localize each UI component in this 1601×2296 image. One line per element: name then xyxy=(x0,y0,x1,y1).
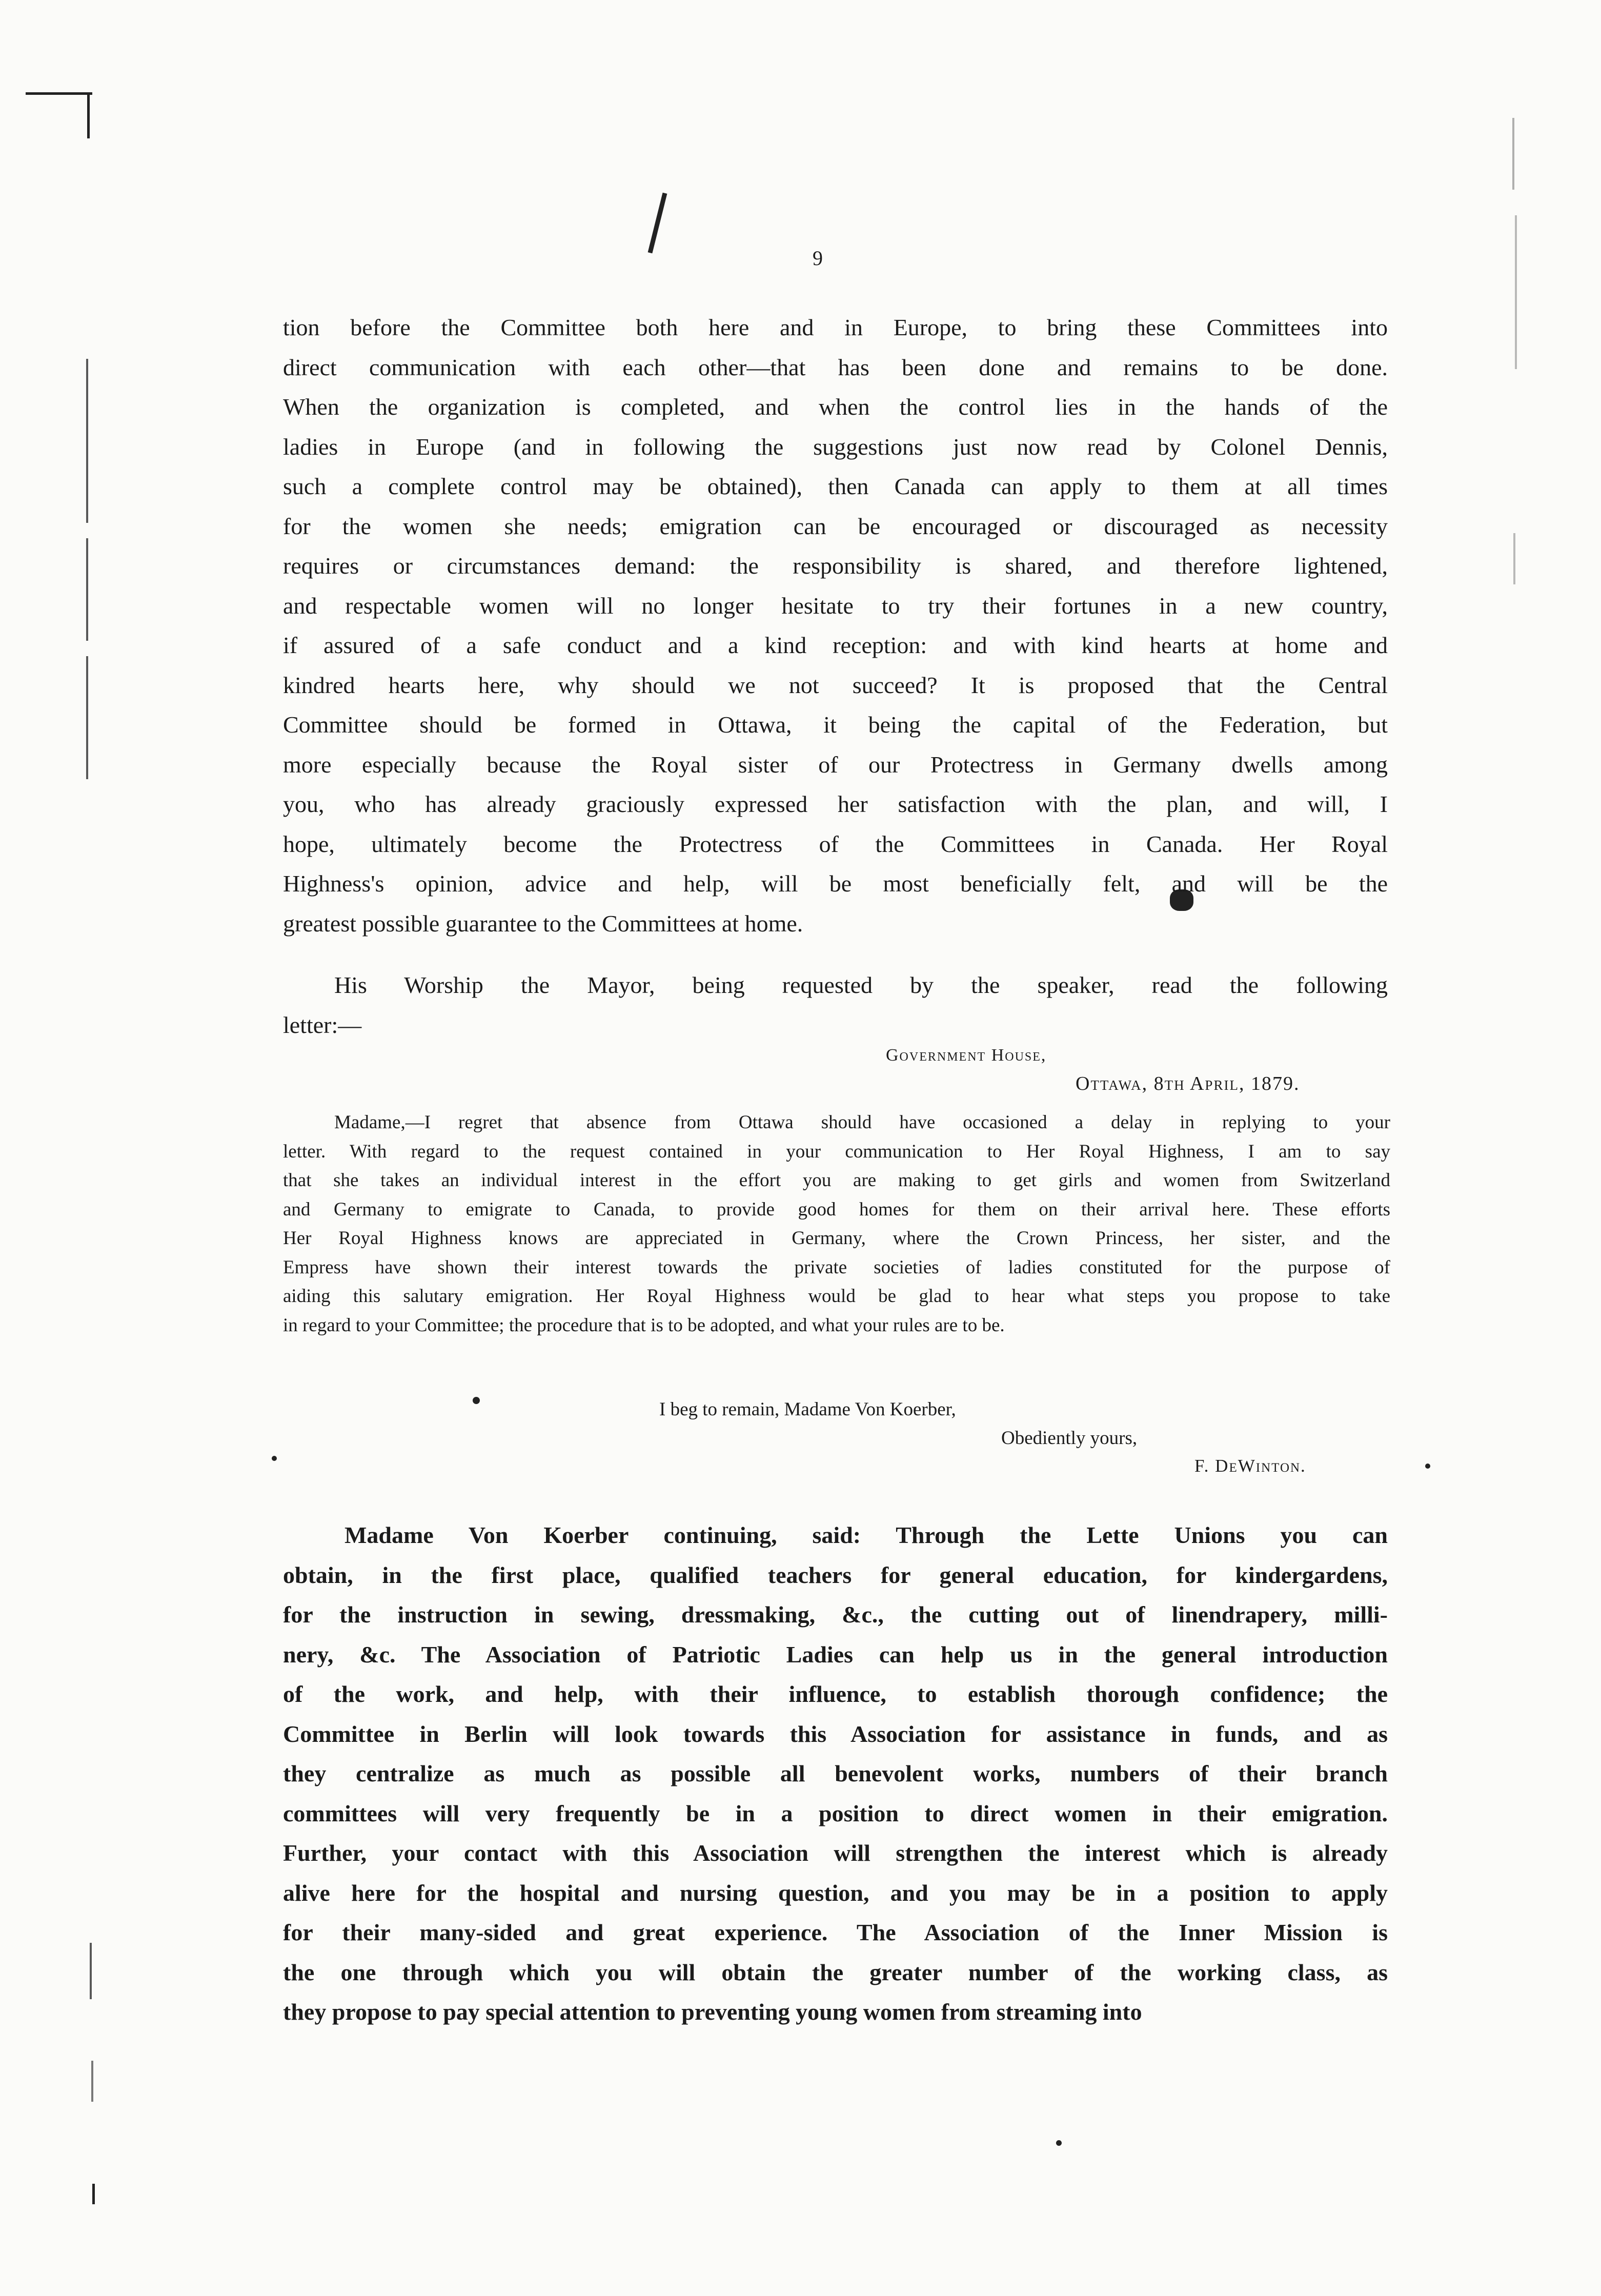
text-line: greatest possible guarantee to the Committees at home. xyxy=(283,910,803,937)
text-line: letter:— xyxy=(283,1011,362,1038)
text-line: committees will very frequently be in a position to direct women in their emigration. xyxy=(283,1800,1388,1826)
edge-speckle xyxy=(1512,118,1514,190)
text-line: requires or circumstances demand: the responsibility is shared, and therefore lightened, xyxy=(283,553,1388,579)
text-line: nery, &c. The Association of Patriotic Ladies can help us in the general introduction xyxy=(283,1641,1388,1668)
text-line: obtain, in the first place, qualified teachers for general education, for kindergardens, xyxy=(283,1561,1388,1588)
text-line: you, who has already graciously expressed her satisfaction with the plan, and will, I xyxy=(283,791,1388,817)
ink-dot xyxy=(272,1456,277,1461)
text-line: for the instruction in sewing, dressmaking, &c., the cutting out of linendrapery, milli- xyxy=(283,1601,1388,1628)
ink-dot xyxy=(1425,1464,1430,1469)
margin-line xyxy=(86,538,88,641)
ink-dot xyxy=(473,1397,480,1404)
text-line: Her Royal Highness knows are appreciated in Germany, where the Crown Princess, her sister, and the xyxy=(283,1228,1390,1249)
text-line: tion before the Committee both here and in Europe, to bring these Committees into xyxy=(283,314,1388,340)
edge-speckle xyxy=(1515,215,1517,369)
text-line: Empress have shown their interest towards the private societies of ladies constituted for the purpose of xyxy=(283,1256,1390,1278)
text-line: Further, your contact with this Association will strengthen the interest which is already xyxy=(283,1840,1388,1866)
text-line: aiding this salutary emigration. Her Royal Highness would be glad to hear what steps you propose to take xyxy=(283,1286,1390,1307)
text-line: kindred hearts here, why should we not succeed? It is proposed that the Central xyxy=(283,672,1388,698)
text-line: they propose to pay special attention to preventing young women from streaming into xyxy=(283,1999,1142,2025)
letter-signature: F. DeWinton. xyxy=(1194,1456,1306,1476)
text-line: for the women she needs; emigration can be encouraged or discouraged as necessity xyxy=(283,513,1388,539)
text-line: Committee should be formed in Ottawa, it being the capital of the Federation, but xyxy=(283,712,1388,738)
binding-mark xyxy=(87,92,90,138)
text-line: they centralize as much as possible all benevolent works, numbers of their branch xyxy=(283,1760,1388,1786)
text-line: Committee in Berlin will look towards this Association for assistance in funds, and as xyxy=(283,1720,1388,1747)
binding-mark xyxy=(26,92,92,95)
text-line: the one through which you will obtain the greater number of the working class, as xyxy=(283,1959,1388,1985)
text-line: Madame Von Koerber continuing, said: Through the Lette Unions you can xyxy=(344,1522,1388,1548)
body-paragraph xyxy=(283,965,1388,1045)
text-line: letter. With regard to the request contained in your communication to Her Royal Highness, I am to say xyxy=(283,1141,1390,1162)
text-line: alive here for the hospital and nursing question, and you may be in a position to apply xyxy=(283,1879,1388,1906)
letter-date: Ottawa, 8th April, 1879. xyxy=(1076,1073,1300,1094)
text-line: in regard to your Committee; the procedure that is to be adopted, and what your rules are to be. xyxy=(283,1314,1005,1336)
text-line: ladies in Europe (and in following the suggestions just now read by Colonel Dennis, xyxy=(283,433,1388,460)
text-line: for their many-sided and great experience. The Association of the Inner Mission is xyxy=(283,1919,1388,1945)
margin-line xyxy=(90,1943,92,1999)
text-line: hope, ultimately become the Protectress of the Committees in Canada. Her Royal xyxy=(283,830,1388,857)
letter-address: Government House, xyxy=(886,1046,1047,1065)
text-line: Madame,—I regret that absence from Ottawa should have occasioned a delay in replying to your xyxy=(334,1112,1390,1133)
text-line: and Germany to emigrate to Canada, to provide good homes for them on their arrival here. These efforts xyxy=(283,1198,1390,1220)
text-line: such a complete control may be obtained), then Canada can apply to them at all times xyxy=(283,473,1388,499)
pen-stroke xyxy=(648,193,667,254)
margin-line xyxy=(86,656,88,779)
text-line: if assured of a safe conduct and a kind reception: and with kind hearts at home and xyxy=(283,632,1388,658)
text-line: When the organization is completed, and when the control lies in the hands of the xyxy=(283,394,1388,420)
page-number: 9 xyxy=(813,247,823,270)
edge-speckle xyxy=(1513,533,1515,584)
text-line: more especially because the Royal sister of our Protectress in Germany dwells among xyxy=(283,751,1388,778)
text-line: of the work, and help, with their influence, to establish thorough confidence; the xyxy=(283,1681,1388,1707)
margin-line xyxy=(86,359,88,523)
ink-dot xyxy=(1056,2140,1062,2146)
text-line: Highness's opinion, advice and help, will be most beneficially felt, and will be the xyxy=(283,870,1388,897)
margin-line xyxy=(92,2184,95,2204)
margin-line xyxy=(91,2061,93,2102)
body-paragraph xyxy=(283,1515,1388,2032)
body-paragraph xyxy=(283,308,1388,943)
text-line: that she takes an individual interest in the effort you are making to get girls and women from Switzerland xyxy=(283,1170,1390,1191)
text-line: direct communication with each other—that has been done and remains to be done. xyxy=(283,354,1388,380)
text-line: His Worship the Mayor, being requested by the speaker, read the following xyxy=(334,972,1388,998)
text-line: and respectable women will no longer hesitate to try their fortunes in a new country, xyxy=(283,592,1388,619)
letter-closing: Obediently yours, xyxy=(1001,1428,1138,1449)
letter-closing: I beg to remain, Madame Von Koerber, xyxy=(659,1399,956,1420)
letter-body xyxy=(283,1108,1390,1340)
